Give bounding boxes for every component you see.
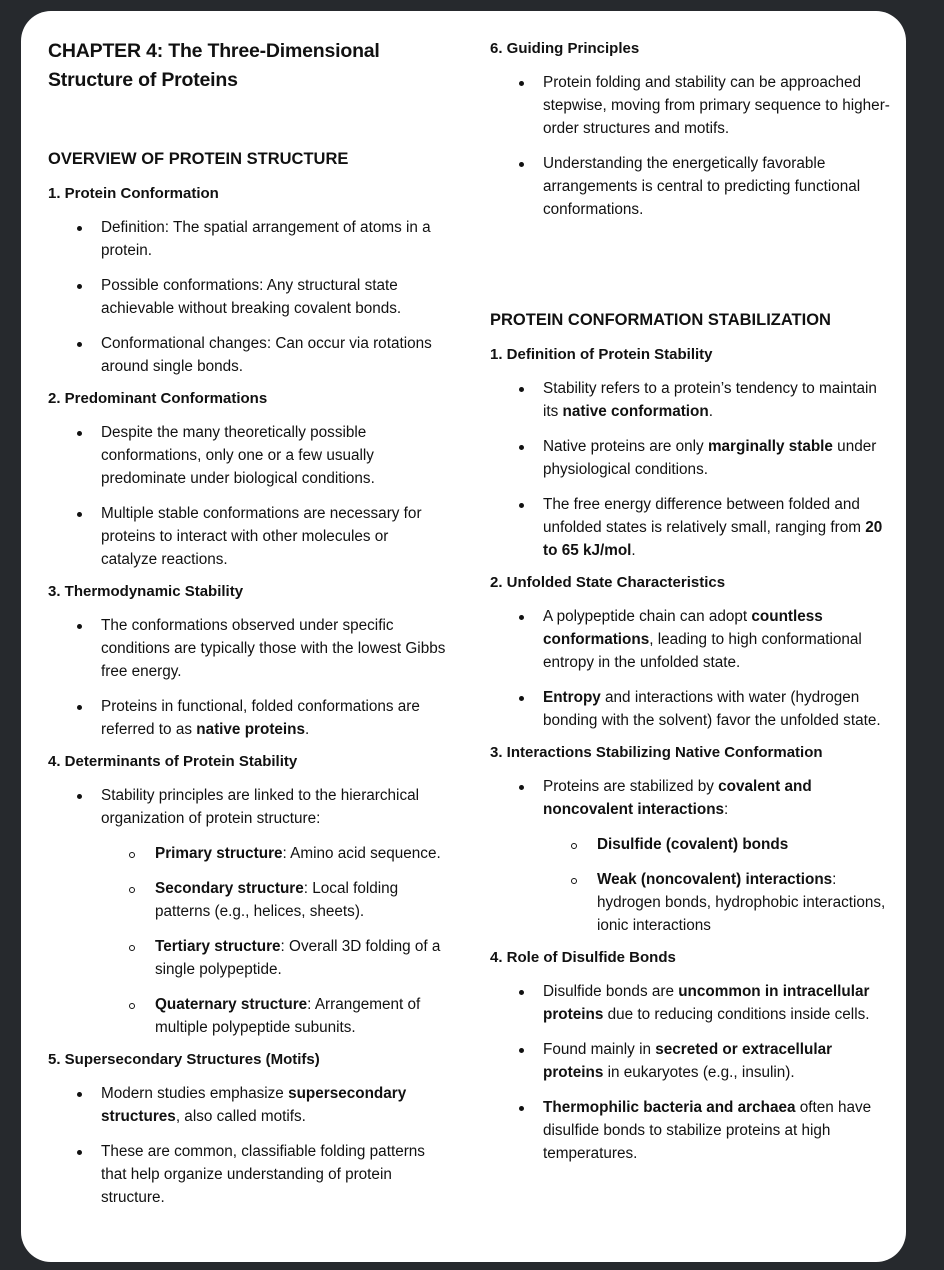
bold-term: Quaternary structure: [155, 996, 308, 1013]
overview-heading: OVERVIEW OF PROTEIN STRUCTURE: [48, 150, 349, 168]
stabilization-heading: PROTEIN CONFORMATION STABILIZATION: [490, 311, 831, 329]
bold-term: uncommon in intracellular proteins: [543, 983, 870, 1023]
text-run: A polypeptide chain can adopt: [543, 608, 752, 625]
sub-list-item: [48, 842, 448, 865]
text-run: .: [708, 403, 713, 420]
list-item: [490, 493, 890, 562]
list-item: [490, 605, 890, 674]
text-run: under physiological conditions.: [543, 438, 877, 478]
text-run: : Amino acid sequence.: [282, 845, 441, 862]
text-run: Stability refers to a protein’s tendency to maintain its: [543, 380, 877, 420]
text-run: Native proteins are only: [543, 438, 708, 455]
text-run: : hydrogen bonds, hydrophobic interactions, ionic interactions: [597, 871, 886, 934]
bold-term: Disulfide (covalent) bonds: [597, 836, 789, 853]
subsection-title: 2. Predominant Conformations: [48, 390, 268, 407]
text-run: Found mainly in: [543, 1041, 656, 1058]
list-item: [490, 980, 890, 1026]
subsection-title: 3. Thermodynamic Stability: [48, 583, 244, 600]
bullet-list: [490, 775, 890, 821]
bold-term: Entropy: [543, 689, 601, 706]
bold-term: marginally stable: [707, 438, 833, 455]
bold-term: 20 to 65 kJ/mol: [543, 519, 883, 559]
sub-bullet-list: [48, 842, 448, 1039]
bullet-list: [48, 784, 448, 830]
text-run: Disulfide bonds are: [543, 983, 679, 1000]
sub-bullet-list: [490, 833, 890, 937]
bullet-list: [490, 605, 890, 732]
text-run: : Overall 3D folding of a single polypeptide.: [155, 938, 441, 978]
bullet-list: [48, 614, 448, 741]
sub-list-item: [490, 868, 890, 937]
text-run: The free energy difference between folded and unfolded states is relatively small, ranging from: [543, 496, 866, 536]
list-item: Possible conformations: Any structural state achievable without breaking covalent bonds.: [48, 274, 448, 320]
text-run: : Arrangement of multiple polypeptide subunits.: [155, 996, 421, 1036]
sub-list-item: [48, 993, 448, 1039]
bold-term: Tertiary structure: [155, 938, 281, 955]
text-run: , also called motifs.: [175, 1108, 306, 1125]
text-run: : Local folding patterns (e.g., helices, sheets).: [155, 880, 399, 920]
subsection-title: 3. Interactions Stabilizing Native Conformation: [490, 744, 823, 761]
list-item: [490, 1038, 890, 1084]
chapter-title: CHAPTER 4: The Three-Dimensional Structure of Proteins: [48, 40, 380, 91]
list-item: Multiple stable conformations are necessary for proteins to interact with other molecules or catalyze reactions.: [48, 502, 448, 571]
sub-list-item: [490, 833, 890, 856]
subsection-title: 6. Guiding Principles: [490, 40, 640, 57]
text-run: .: [631, 542, 636, 559]
bold-term: native conformation: [562, 403, 709, 420]
list-item: Conformational changes: Can occur via rotations around single bonds.: [48, 332, 448, 378]
list-item: [490, 435, 890, 481]
list-item: Protein folding and stability can be approached stepwise, moving from primary sequence to higher-order structures and motifs.: [490, 71, 890, 140]
list-item: [490, 775, 890, 821]
list-item: [490, 377, 890, 423]
text-run: Proteins are stabilized by: [543, 778, 719, 795]
sub-list-item: [48, 935, 448, 981]
bullet-list: [490, 980, 890, 1165]
subsection-title: 1. Protein Conformation: [48, 185, 219, 202]
bold-term: countless conformations: [543, 608, 823, 648]
list-item: Despite the many theoretically possible conformations, only one or a few usually predominate under biological conditions.: [48, 421, 448, 490]
text-run: due to reducing conditions inside cells.: [603, 1006, 870, 1023]
bullet-list: [48, 216, 448, 378]
bold-term: native proteins: [196, 721, 306, 738]
subsection-title: 2. Unfolded State Characteristics: [490, 574, 726, 591]
subsection-title: 1. Definition of Protein Stability: [490, 346, 713, 363]
list-item: The conformations observed under specific conditions are typically those with the lowest Gibbs free energy.: [48, 614, 448, 683]
text-run: , leading to high conformational entropy in the unfolded state.: [543, 631, 862, 671]
text-run: Modern studies emphasize: [101, 1085, 289, 1102]
list-item: [48, 695, 448, 741]
bold-term: covalent and noncovalent interactions: [543, 778, 812, 818]
list-item: These are common, classifiable folding patterns that help organize understanding of protein structure.: [48, 1140, 448, 1209]
subsection-title: 5. Supersecondary Structures (Motifs): [48, 1051, 320, 1068]
subsection-title: 4. Determinants of Protein Stability: [48, 753, 298, 770]
sub-list-item: [48, 877, 448, 923]
bold-term: secreted or extracellular proteins: [543, 1041, 833, 1081]
list-item: [48, 1082, 448, 1128]
bullet-list: [48, 1082, 448, 1209]
list-item: Definition: The spatial arrangement of atoms in a protein.: [48, 216, 448, 262]
list-item: Understanding the energetically favorable arrangements is central to predicting functional conformations.: [490, 152, 890, 221]
left-column: [48, 11, 448, 1209]
text-run: often have disulfide bonds to stabilize proteins at high temperatures.: [543, 1099, 872, 1162]
text-run: :: [724, 801, 729, 818]
document-page: [21, 11, 906, 1262]
bullet-list: [490, 71, 890, 221]
bold-term: supersecondary structures: [101, 1085, 407, 1125]
list-item: [490, 1096, 890, 1165]
list-item: [490, 686, 890, 732]
list-item: Stability principles are linked to the hierarchical organization of protein structure:: [48, 784, 448, 830]
bold-term: Primary structure: [155, 845, 283, 862]
text-run: and interactions with water (hydrogen bonding with the solvent) favor the unfolded state.: [543, 689, 881, 729]
bold-term: Secondary structure: [155, 880, 304, 897]
text-run: .: [305, 721, 310, 738]
text-run: Proteins in functional, folded conformations are referred to as: [101, 698, 420, 738]
right-column: [490, 11, 890, 1165]
subsection-title: 4. Role of Disulfide Bonds: [490, 949, 676, 966]
text-run: in eukaryotes (e.g., insulin).: [603, 1064, 795, 1081]
bullet-list: [490, 377, 890, 562]
bold-term: Thermophilic bacteria and archaea: [543, 1099, 796, 1116]
bullet-list: [48, 421, 448, 571]
bold-term: Weak (noncovalent) interactions: [597, 871, 833, 888]
